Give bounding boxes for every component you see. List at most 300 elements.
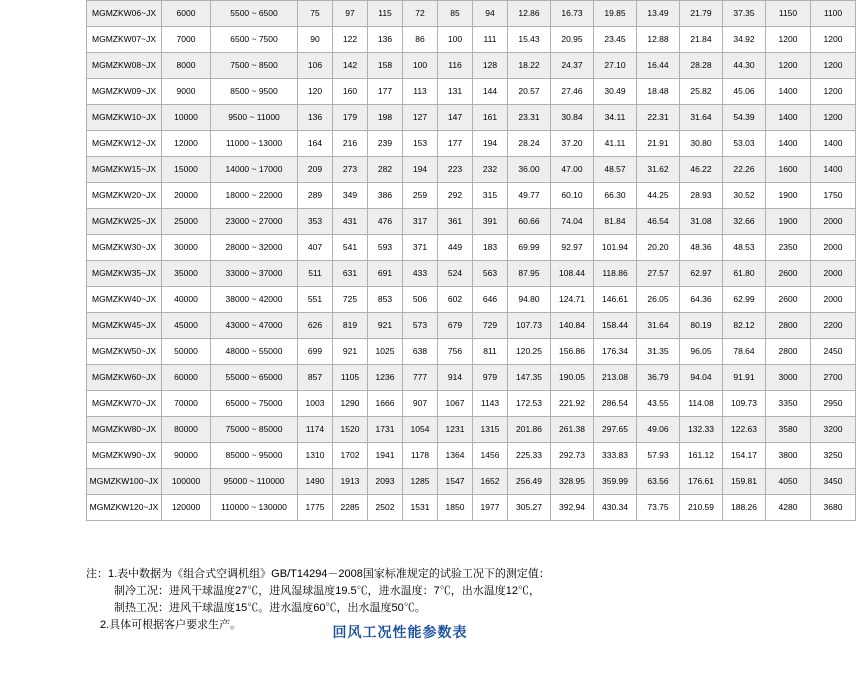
table-row	[87, 313, 856, 339]
table-cell: 1775	[298, 495, 333, 521]
table-cell: 24.37	[551, 53, 594, 79]
table-row	[87, 131, 856, 157]
table-cell: 1400	[811, 157, 856, 183]
table-cell: 124.71	[551, 287, 594, 313]
note-line-3: 制热工况：进风干球温度15℃。进水温度60℃，出水温度50℃。	[114, 602, 426, 614]
table-cell: 2450	[811, 339, 856, 365]
table-cell-model: MGMZKW40~JX	[87, 287, 162, 313]
table-cell: 11000 ~ 13000	[211, 131, 298, 157]
table-cell: 74.04	[551, 209, 594, 235]
table-cell: 3580	[766, 417, 811, 443]
table-cell: 225.33	[508, 443, 551, 469]
table-cell: 95000 ~ 110000	[211, 469, 298, 495]
table-cell: 1400	[766, 79, 811, 105]
table-cell-model: MGMZKW10~JX	[87, 105, 162, 131]
table-cell: 144	[473, 79, 508, 105]
table-cell: 100	[438, 27, 473, 53]
table-cell: 3680	[811, 495, 856, 521]
table-cell: 1315	[473, 417, 508, 443]
table-cell: 116	[438, 53, 473, 79]
table-cell: 63.56	[637, 469, 680, 495]
table-cell: 23.31	[508, 105, 551, 131]
table-cell: 646	[473, 287, 508, 313]
table-cell-model: MGMZKW45~JX	[87, 313, 162, 339]
table-cell: 31.64	[637, 313, 680, 339]
table-cell: 1977	[473, 495, 508, 521]
table-cell: 1850	[438, 495, 473, 521]
table-cell: 12000	[162, 131, 211, 157]
table-cell: 31.08	[680, 209, 723, 235]
table-cell: 1290	[333, 391, 368, 417]
table-cell: 593	[368, 235, 403, 261]
table-cell: 22.31	[637, 105, 680, 131]
table-cell: 210.59	[680, 495, 723, 521]
table-cell: 7500 ~ 8500	[211, 53, 298, 79]
table-cell: 273	[333, 157, 368, 183]
table-cell: 28.93	[680, 183, 723, 209]
table-cell: 691	[368, 261, 403, 287]
table-cell: 140.84	[551, 313, 594, 339]
table-cell: 2600	[766, 261, 811, 287]
table-cell: 31.62	[637, 157, 680, 183]
table-cell: 60.10	[551, 183, 594, 209]
table-cell: 6500 ~ 7500	[211, 27, 298, 53]
table-cell: 55000 ~ 65000	[211, 365, 298, 391]
table-cell-model: MGMZKW120~JX	[87, 495, 162, 521]
table-cell: 26.05	[637, 287, 680, 313]
table-row	[87, 235, 856, 261]
table-cell: 2800	[766, 313, 811, 339]
table-cell: 1400	[811, 131, 856, 157]
table-cell: 60000	[162, 365, 211, 391]
table-cell: 30000	[162, 235, 211, 261]
table-cell: 30.52	[723, 183, 766, 209]
table-cell: 232	[473, 157, 508, 183]
table-cell: 1200	[811, 53, 856, 79]
table-cell: 819	[333, 313, 368, 339]
table-cell: 34.11	[594, 105, 637, 131]
table-cell: 259	[403, 183, 438, 209]
table-cell: 30.80	[680, 131, 723, 157]
table-cell: 94.04	[680, 365, 723, 391]
table-cell-model: MGMZKW06~JX	[87, 1, 162, 27]
table-cell: 120000	[162, 495, 211, 521]
table-cell: 82.12	[723, 313, 766, 339]
table-cell: 333.83	[594, 443, 637, 469]
table-cell: 1100	[811, 1, 856, 27]
table-cell: 75000 ~ 85000	[211, 417, 298, 443]
note-line-4: 2.具体可根据客户要求生产。	[100, 619, 242, 631]
table-cell: 857	[298, 365, 333, 391]
table-cell: 1200	[811, 27, 856, 53]
table-cell: 1285	[403, 469, 438, 495]
table-cell: 25.82	[680, 79, 723, 105]
table-cell: 1310	[298, 443, 333, 469]
table-cell: 91.91	[723, 365, 766, 391]
table-cell: 2285	[333, 495, 368, 521]
table-cell: 1200	[766, 53, 811, 79]
table-cell-model: MGMZKW35~JX	[87, 261, 162, 287]
table-cell: 154.17	[723, 443, 766, 469]
table-cell: 2502	[368, 495, 403, 521]
table-cell: 1913	[333, 469, 368, 495]
table-cell-model: MGMZKW80~JX	[87, 417, 162, 443]
table-cell: 12.86	[508, 1, 551, 27]
table-row	[87, 287, 856, 313]
table-cell: 2800	[766, 339, 811, 365]
table-cell: 1652	[473, 469, 508, 495]
table-cell: 506	[403, 287, 438, 313]
table-cell: 160	[333, 79, 368, 105]
table-cell: 223	[438, 157, 473, 183]
table-cell: 1178	[403, 443, 438, 469]
table-cell: 194	[473, 131, 508, 157]
table-row	[87, 157, 856, 183]
table-cell: 511	[298, 261, 333, 287]
table-cell: 1531	[403, 495, 438, 521]
table-cell: 8000	[162, 53, 211, 79]
spec-table-body	[87, 1, 856, 521]
table-cell: 4050	[766, 469, 811, 495]
table-cell: 81.84	[594, 209, 637, 235]
table-cell: 6000	[162, 1, 211, 27]
table-cell: 10000	[162, 105, 211, 131]
table-cell: 30.49	[594, 79, 637, 105]
table-cell: 3200	[811, 417, 856, 443]
table-cell: 78.64	[723, 339, 766, 365]
table-cell: 2200	[811, 313, 856, 339]
table-cell: 315	[473, 183, 508, 209]
table-cell: 27.10	[594, 53, 637, 79]
table-cell: 2093	[368, 469, 403, 495]
table-cell: 101.94	[594, 235, 637, 261]
table-cell: 161.12	[680, 443, 723, 469]
table-cell-model: MGMZKW15~JX	[87, 157, 162, 183]
table-cell: 27.57	[637, 261, 680, 287]
table-cell: 1520	[333, 417, 368, 443]
table-cell: 48000 ~ 55000	[211, 339, 298, 365]
table-cell: 371	[403, 235, 438, 261]
table-cell: 201.86	[508, 417, 551, 443]
table-cell: 391	[473, 209, 508, 235]
table-cell: 40000	[162, 287, 211, 313]
table-cell: 177	[368, 79, 403, 105]
table-cell: 50000	[162, 339, 211, 365]
table-cell: 725	[333, 287, 368, 313]
table-cell: 699	[298, 339, 333, 365]
table-cell: 28.24	[508, 131, 551, 157]
table-cell: 353	[298, 209, 333, 235]
table-cell: 37.35	[723, 1, 766, 27]
table-cell-model: MGMZKW30~JX	[87, 235, 162, 261]
table-cell: 172.53	[508, 391, 551, 417]
table-cell: 35000	[162, 261, 211, 287]
table-cell: 43.55	[637, 391, 680, 417]
table-cell: 32.66	[723, 209, 766, 235]
table-cell: 31.35	[637, 339, 680, 365]
table-cell: 92.97	[551, 235, 594, 261]
table-cell: 176.61	[680, 469, 723, 495]
table-cell: 118.86	[594, 261, 637, 287]
table-cell: 18.48	[637, 79, 680, 105]
table-cell: 1400	[766, 131, 811, 157]
table-cell: 292	[438, 183, 473, 209]
table-cell: 1025	[368, 339, 403, 365]
table-cell: 16.73	[551, 1, 594, 27]
table-cell: 2000	[811, 235, 856, 261]
table-cell: 73.75	[637, 495, 680, 521]
table-cell: 85000 ~ 95000	[211, 443, 298, 469]
table-cell: 3350	[766, 391, 811, 417]
table-cell-model: MGMZKW50~JX	[87, 339, 162, 365]
section-title: 回风工况性能参数表	[332, 624, 468, 640]
table-cell: 19.85	[594, 1, 637, 27]
table-cell: 27.46	[551, 79, 594, 105]
table-cell: 164	[298, 131, 333, 157]
table-cell: 16.44	[637, 53, 680, 79]
table-cell: 13.49	[637, 1, 680, 27]
table-cell: 524	[438, 261, 473, 287]
table-row	[87, 209, 856, 235]
table-cell: 122	[333, 27, 368, 53]
table-cell: 431	[333, 209, 368, 235]
table-cell: 106	[298, 53, 333, 79]
table-cell: 60.66	[508, 209, 551, 235]
table-cell: 61.80	[723, 261, 766, 287]
table-cell: 551	[298, 287, 333, 313]
table-cell: 86	[403, 27, 438, 53]
table-cell: 33000 ~ 37000	[211, 261, 298, 287]
table-cell: 69.99	[508, 235, 551, 261]
table-cell: 292.73	[551, 443, 594, 469]
table-cell: 449	[438, 235, 473, 261]
table-cell: 256.49	[508, 469, 551, 495]
table-cell: 136	[298, 105, 333, 131]
table-cell: 21.91	[637, 131, 680, 157]
table-row	[87, 53, 856, 79]
table-cell: 1105	[333, 365, 368, 391]
table-row	[87, 183, 856, 209]
table-cell: 573	[403, 313, 438, 339]
table-cell-model: MGMZKW90~JX	[87, 443, 162, 469]
table-cell: 21.84	[680, 27, 723, 53]
table-cell: 183	[473, 235, 508, 261]
table-cell: 9000	[162, 79, 211, 105]
table-cell: 979	[473, 365, 508, 391]
table-cell: 54.39	[723, 105, 766, 131]
table-cell: 108.44	[551, 261, 594, 287]
table-cell: 9500 ~ 11000	[211, 105, 298, 131]
table-cell: 15.43	[508, 27, 551, 53]
table-cell: 136	[368, 27, 403, 53]
table-cell: 28.28	[680, 53, 723, 79]
table-cell: 53.03	[723, 131, 766, 157]
table-cell: 15000	[162, 157, 211, 183]
table-row	[87, 443, 856, 469]
spec-table-container	[86, 0, 843, 521]
table-cell: 349	[333, 183, 368, 209]
table-cell: 190.05	[551, 365, 594, 391]
table-cell: 44.25	[637, 183, 680, 209]
table-cell: 638	[403, 339, 438, 365]
table-cell: 12.88	[637, 27, 680, 53]
table-cell: 85	[438, 1, 473, 27]
table-cell-model: MGMZKW70~JX	[87, 391, 162, 417]
table-cell: 20.95	[551, 27, 594, 53]
table-cell-model: MGMZKW25~JX	[87, 209, 162, 235]
table-cell: 100	[403, 53, 438, 79]
table-cell: 1003	[298, 391, 333, 417]
table-cell: 1941	[368, 443, 403, 469]
table-cell: 3800	[766, 443, 811, 469]
table-row	[87, 1, 856, 27]
table-cell: 38000 ~ 42000	[211, 287, 298, 313]
table-cell: 161	[473, 105, 508, 131]
table-cell: 122.63	[723, 417, 766, 443]
table-cell: 476	[368, 209, 403, 235]
table-cell: 853	[368, 287, 403, 313]
table-cell: 87.95	[508, 261, 551, 287]
table-cell: 914	[438, 365, 473, 391]
table-cell-model: MGMZKW100~JX	[87, 469, 162, 495]
table-cell: 114.08	[680, 391, 723, 417]
table-cell: 4280	[766, 495, 811, 521]
table-cell: 48.57	[594, 157, 637, 183]
table-row	[87, 339, 856, 365]
table-cell: 49.06	[637, 417, 680, 443]
table-cell: 34.92	[723, 27, 766, 53]
table-cell: 37.20	[551, 131, 594, 157]
table-cell: 907	[403, 391, 438, 417]
table-cell: 1364	[438, 443, 473, 469]
table-cell: 1174	[298, 417, 333, 443]
table-cell: 317	[403, 209, 438, 235]
table-cell: 20.57	[508, 79, 551, 105]
table-cell: 297.65	[594, 417, 637, 443]
table-cell: 679	[438, 313, 473, 339]
table-cell: 57.93	[637, 443, 680, 469]
table-cell: 198	[368, 105, 403, 131]
table-cell: 213.08	[594, 365, 637, 391]
table-cell: 120.25	[508, 339, 551, 365]
table-cell: 142	[333, 53, 368, 79]
table-cell: 158.44	[594, 313, 637, 339]
table-cell: 113	[403, 79, 438, 105]
table-cell: 47.00	[551, 157, 594, 183]
table-cell: 48.53	[723, 235, 766, 261]
table-cell: 45000	[162, 313, 211, 339]
table-cell: 31.64	[680, 105, 723, 131]
table-cell: 100000	[162, 469, 211, 495]
table-cell: 80.19	[680, 313, 723, 339]
note-line-1: 注：1.表中数据为《组合式空调机组》GB/T14294－2008国家标准规定的试验工况下的测定值：	[86, 568, 550, 580]
table-cell: 120	[298, 79, 333, 105]
table-cell: 46.54	[637, 209, 680, 235]
table-cell: 7000	[162, 27, 211, 53]
table-cell: 359.99	[594, 469, 637, 495]
table-cell: 2700	[811, 365, 856, 391]
table-cell: 541	[333, 235, 368, 261]
table-cell: 1666	[368, 391, 403, 417]
table-cell: 1731	[368, 417, 403, 443]
table-cell: 777	[403, 365, 438, 391]
table-cell: 430.34	[594, 495, 637, 521]
table-cell: 96.05	[680, 339, 723, 365]
table-cell: 111	[473, 27, 508, 53]
table-cell: 80000	[162, 417, 211, 443]
table-cell: 602	[438, 287, 473, 313]
table-cell: 1547	[438, 469, 473, 495]
table-cell: 158	[368, 53, 403, 79]
table-cell: 94	[473, 1, 508, 27]
table-cell-model: MGMZKW60~JX	[87, 365, 162, 391]
table-cell: 23.45	[594, 27, 637, 53]
table-cell: 18.22	[508, 53, 551, 79]
table-cell: 176.34	[594, 339, 637, 365]
table-cell: 18000 ~ 22000	[211, 183, 298, 209]
table-cell: 2600	[766, 287, 811, 313]
table-cell: 132.33	[680, 417, 723, 443]
note-line-2: 制冷工况：进风干球温度27℃，进风湿球温度19.5℃，进水温度：7℃，出水温度12℃，	[114, 585, 540, 597]
table-cell: 66.30	[594, 183, 637, 209]
table-cell: 22.26	[723, 157, 766, 183]
table-cell: 94.80	[508, 287, 551, 313]
table-cell-model: MGMZKW12~JX	[87, 131, 162, 157]
table-cell: 2000	[811, 209, 856, 235]
table-cell: 25000	[162, 209, 211, 235]
table-cell: 46.22	[680, 157, 723, 183]
table-cell: 2000	[811, 261, 856, 287]
table-cell: 261.38	[551, 417, 594, 443]
table-cell: 49.77	[508, 183, 551, 209]
table-row	[87, 469, 856, 495]
table-cell: 70000	[162, 391, 211, 417]
table-cell: 64.36	[680, 287, 723, 313]
table-cell: 2000	[811, 287, 856, 313]
table-cell: 1200	[811, 105, 856, 131]
table-cell: 20000	[162, 183, 211, 209]
table-cell: 1231	[438, 417, 473, 443]
table-cell: 62.97	[680, 261, 723, 287]
spec-table	[86, 0, 856, 521]
table-cell: 115	[368, 1, 403, 27]
table-cell: 20.20	[637, 235, 680, 261]
table-cell: 14000 ~ 17000	[211, 157, 298, 183]
table-cell: 1750	[811, 183, 856, 209]
table-cell: 1236	[368, 365, 403, 391]
table-cell: 1900	[766, 183, 811, 209]
table-cell: 1400	[766, 105, 811, 131]
table-cell: 239	[368, 131, 403, 157]
table-cell: 65000 ~ 75000	[211, 391, 298, 417]
table-cell: 1054	[403, 417, 438, 443]
table-cell: 131	[438, 79, 473, 105]
table-cell: 153	[403, 131, 438, 157]
table-cell: 305.27	[508, 495, 551, 521]
table-cell: 328.95	[551, 469, 594, 495]
table-cell: 41.11	[594, 131, 637, 157]
table-cell: 147	[438, 105, 473, 131]
table-cell: 194	[403, 157, 438, 183]
table-cell: 36.79	[637, 365, 680, 391]
table-cell: 3450	[811, 469, 856, 495]
table-row	[87, 79, 856, 105]
table-row	[87, 261, 856, 287]
table-cell: 72	[403, 1, 438, 27]
table-cell: 45.06	[723, 79, 766, 105]
table-cell: 128	[473, 53, 508, 79]
table-cell: 386	[368, 183, 403, 209]
